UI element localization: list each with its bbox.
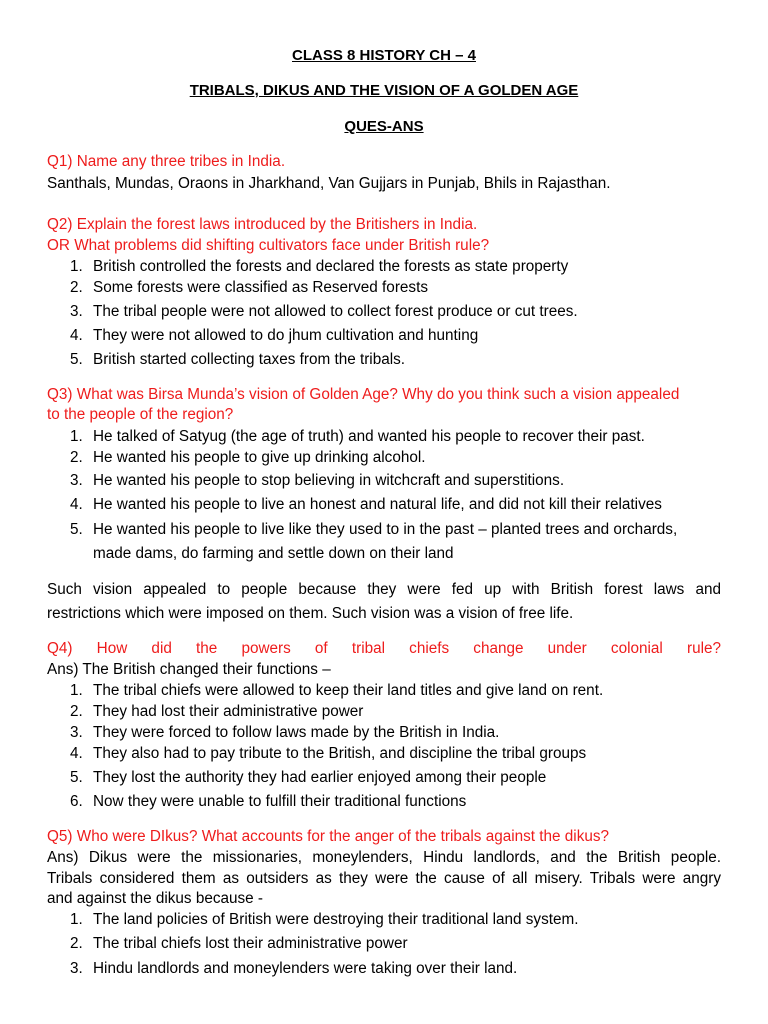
question-3-line-2: to the people of the region? [47, 406, 234, 423]
list-item: 3. He wanted his people to stop believing in witchcraft and superstitions. [70, 472, 565, 489]
list-item-continuation: made dams, do farming and settle down on their land [93, 545, 454, 562]
paragraph-line: Such vision appealed to people because they were fed up with British forest laws and [47, 581, 721, 598]
section-title: QUES-ANS [344, 118, 424, 135]
paragraph-line: restrictions which were imposed on them. Such vision was a vision of free life. [47, 605, 574, 622]
list-item: 1. He talked of Satyug (the age of truth) and wanted his people to recover their past. [70, 428, 645, 445]
answer-1: Santhals, Mundas, Oraons in Jharkhand, Van Gujjars in Punjab, Bhils in Rajasthan. [47, 175, 611, 192]
question-5: Q5) Who were DIkus? What accounts for the anger of the tribals against the dikus? [47, 828, 610, 845]
question-4: Q4) How did the powers of tribal chiefs change under colonial rule? [47, 640, 721, 657]
question-2-line-2: OR What problems did shifting cultivators face under British rule? [47, 237, 490, 254]
question-2-line-1: Q2) Explain the forest laws introduced by the Britishers in India. [47, 216, 478, 233]
list-item: 4. He wanted his people to live an honest and natural life, and did not kill their relatives [70, 496, 662, 513]
question-3-line-1: Q3) What was Birsa Munda’s vision of Golden Age? Why do you think such a vision appealed [47, 386, 680, 403]
list-item: 6. Now they were unable to fulfill their traditional functions [70, 793, 467, 810]
list-item: 3. They were forced to follow laws made by the British in India. [70, 724, 500, 741]
list-item: 4. They also had to pay tribute to the British, and discipline the tribal groups [70, 745, 587, 762]
list-item: 2. He wanted his people to give up drinking alcohol. [70, 449, 426, 466]
list-item: 2. They had lost their administrative power [70, 703, 364, 720]
list-item: 5. They lost the authority they had earlier enjoyed among their people [70, 769, 547, 786]
answer-5-line: and against the dikus because - [47, 890, 264, 907]
answer-4-intro: Ans) The British changed their functions – [47, 661, 331, 678]
list-item: 3. Hindu landlords and moneylenders were taking over their land. [70, 960, 518, 977]
list-item: 1. The land policies of British were destroying their traditional land system. [70, 911, 579, 928]
list-item: 2. The tribal chiefs lost their administrative power [70, 935, 408, 952]
list-item: 5. British started collecting taxes from the tribals. [70, 351, 406, 368]
list-item: 4. They were not allowed to do jhum cultivation and hunting [70, 327, 479, 344]
chapter-title: TRIBALS, DIKUS AND THE VISION OF A GOLDEN AGE [189, 82, 579, 99]
class-title: CLASS 8 HISTORY CH – 4 [292, 47, 476, 64]
list-item: 5. He wanted his people to live like they used to in the past – planted trees and orchards, [70, 521, 678, 538]
list-item: 1. British controlled the forests and declared the forests as state property [70, 258, 569, 275]
answer-5-line: Ans) Dikus were the missionaries, moneylenders, Hindu landlords, and the British people. [47, 849, 721, 866]
list-item: 1. The tribal chiefs were allowed to keep their land titles and give land on rent. [70, 682, 604, 699]
answer-5-line: Tribals considered them as outsiders as they were the cause of all misery. Tribals were angry [47, 870, 721, 887]
question-1: Q1) Name any three tribes in India. [47, 153, 286, 170]
list-item: 3. The tribal people were not allowed to collect forest produce or cut trees. [70, 303, 578, 320]
list-item: 2. Some forests were classified as Reserved forests [70, 279, 428, 296]
